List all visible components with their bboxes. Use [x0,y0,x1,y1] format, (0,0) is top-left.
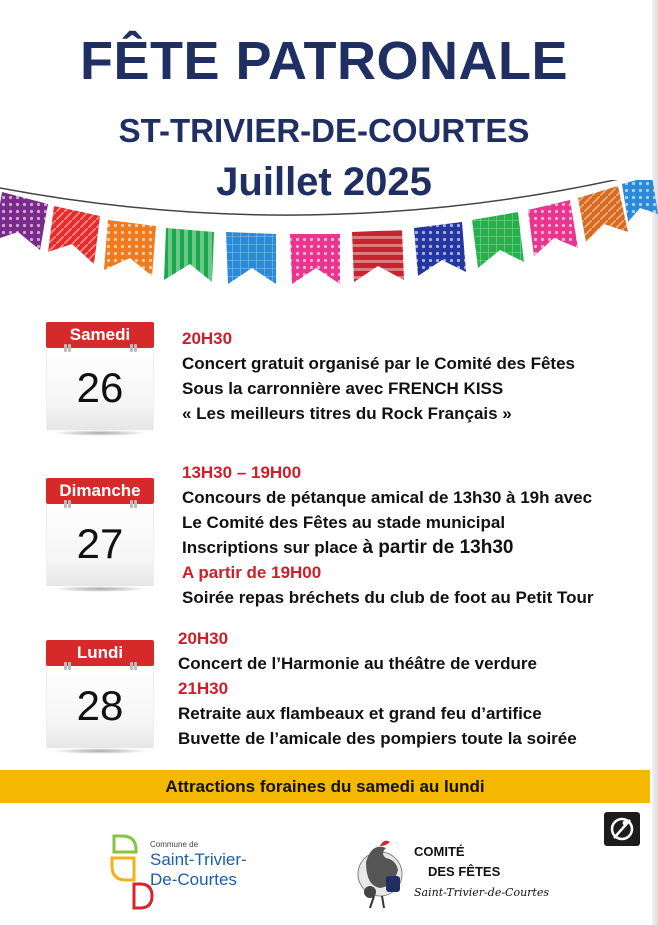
comite-logo-line1: COMITÉ [414,844,465,859]
event-line: Concours de pétanque amical de 13h30 à 19h avec [182,488,593,507]
comite-logo-sub: Saint-Trivier-de-Courtes [414,886,549,899]
flag-1 [0,192,48,250]
event-line: Concert de l’Harmonie au théâtre de verdure [178,654,537,673]
event-line: Retraite aux flambeaux et grand feu d’artifice [178,704,542,723]
page-edge [652,0,658,925]
event-line: Concert gratuit organisé par le Comité des Fêtes [182,354,575,373]
calendar-lundi [46,640,154,754]
flag-2 [48,206,100,264]
flag-6 [290,234,340,284]
calendar-dimanche [46,478,154,592]
event-time: A partir de 19H00 [182,563,322,582]
event-time: 20H30 [182,329,233,348]
commune-logo-line2: De-Courtes [150,870,237,889]
commune-logo [108,832,288,910]
calendar-day-number: 28 [46,666,154,748]
event-time: 20H30 [178,629,229,648]
calendar-rings [46,662,154,670]
calendar-weekday: Dimanche [46,478,154,504]
event-line: Soirée repas bréchets du club de foot au Petit Tour [182,588,594,607]
flag-3 [104,220,156,276]
event-line-part: Inscriptions sur place [182,538,363,557]
town-name: ST-TRIVIER-DE-COURTES [118,112,530,149]
rooster-icon [350,832,410,910]
flag-7 [352,230,404,282]
calendar-day-number: 27 [46,504,154,586]
calendar-weekday: Samedi [46,322,154,348]
commune-logo-line1: Saint-Trivier- [150,850,247,869]
flag-12 [622,180,658,222]
event-line: Le Comité des Fêtes au stade municipal [182,513,506,532]
event-samedi [182,326,575,426]
page-title: FÊTE PATRONALE [80,31,568,91]
event-time: 13H30 – 19H00 [182,463,302,482]
event-line: « Les meilleurs titres du Rock Français » [182,404,512,423]
flag-8 [414,222,466,276]
commune-logo-small: Commune de [150,840,199,849]
flag-9 [472,212,524,268]
comite-logo-line2: DES FÊTES [428,864,501,879]
calendar-samedi [46,322,154,436]
comite-logo [350,832,550,910]
event-dimanche [182,460,594,610]
event-line: Buvette de l’amicale des pompiers toute la soirée [178,729,577,748]
event-line-part: à partir de 13h30 [362,537,514,558]
calendar-weekday: Lundi [46,640,154,666]
bunting-garland [0,180,658,300]
event-date: Juillet 2025 [216,160,432,204]
event-line [182,535,594,560]
flag-11 [578,186,628,242]
calendar-rings [46,344,154,352]
fairground-banner: Attractions foraines du samedi au lundi [0,770,650,803]
flag-5 [226,232,276,284]
flag-4 [164,228,214,282]
accessibility-icon [604,812,640,846]
calendar-day-number: 26 [46,348,154,430]
event-time: 21H30 [178,679,229,698]
calendar-rings [46,500,154,508]
event-lundi [178,626,577,751]
event-line: Sous la carronnière avec FRENCH KISS [182,379,504,398]
flag-10 [528,200,578,256]
